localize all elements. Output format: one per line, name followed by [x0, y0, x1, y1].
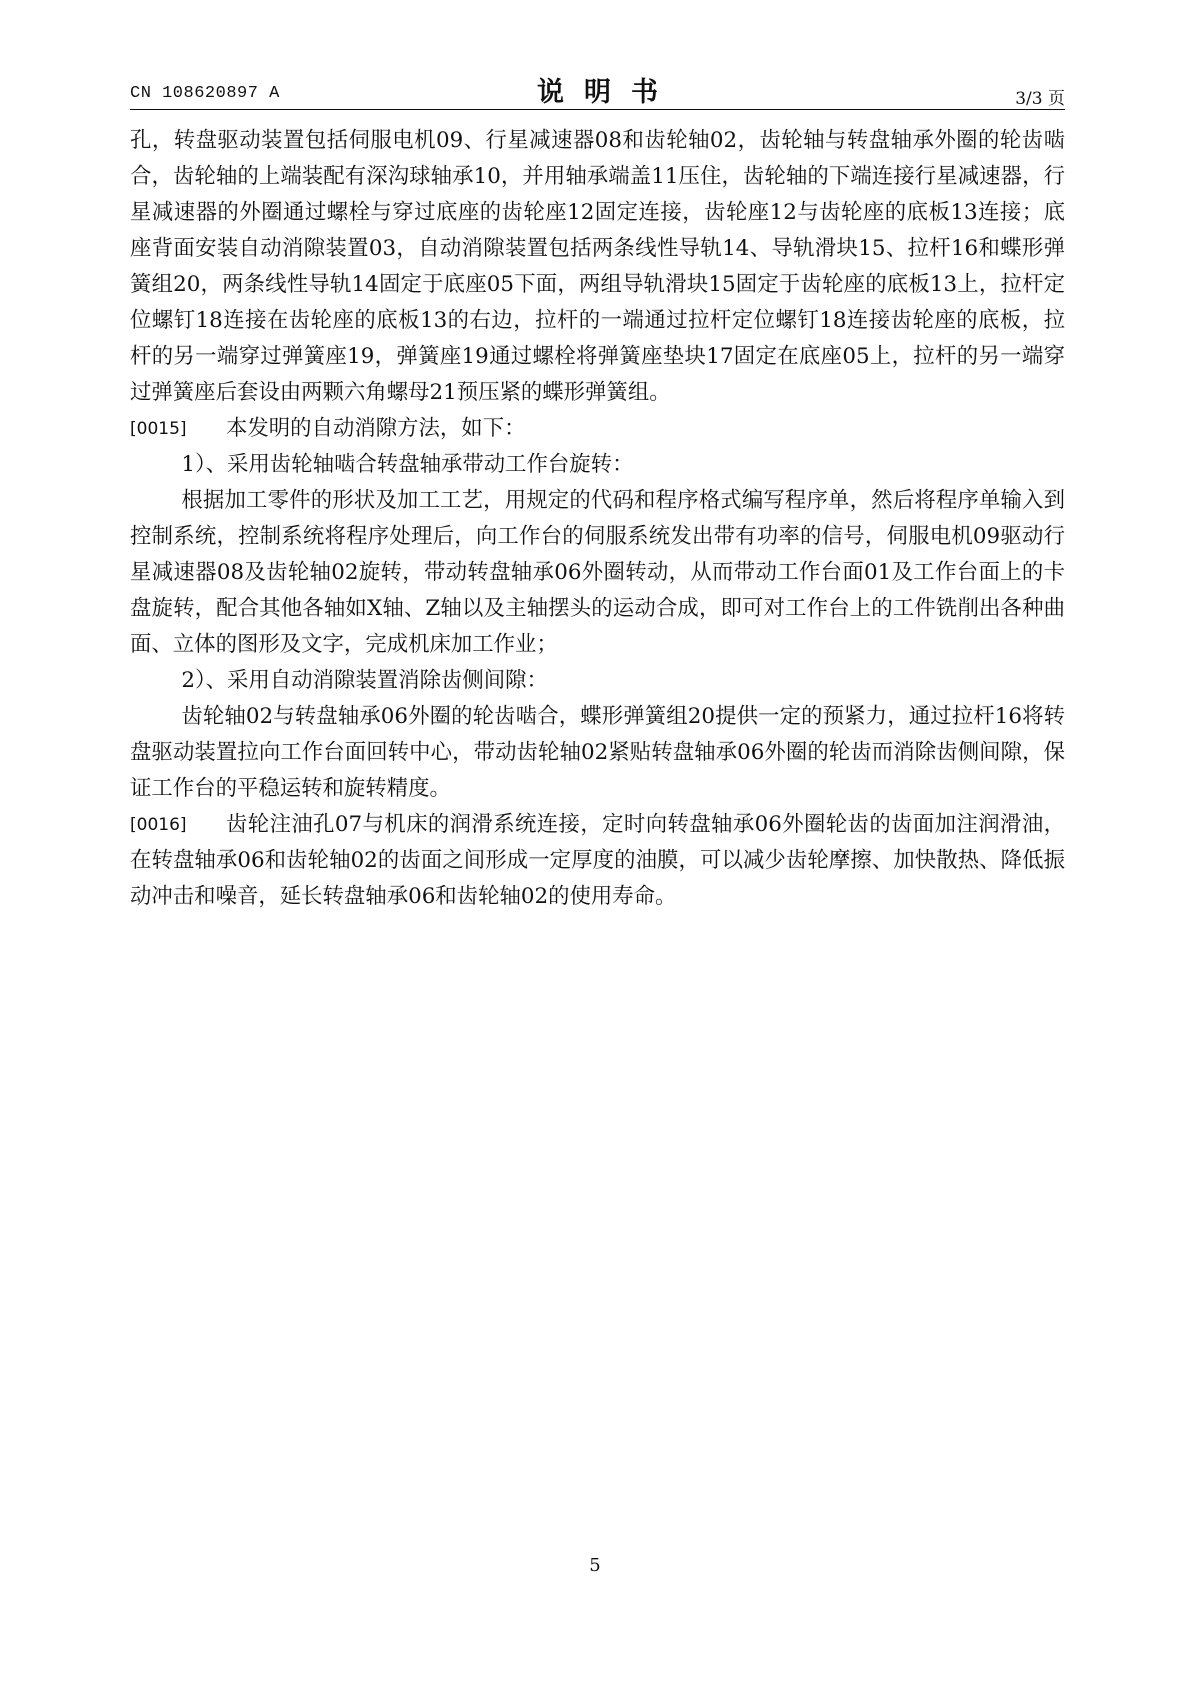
page-count: 3/3 页: [1015, 89, 1065, 109]
paragraph-text: 本发明的自动消隙方法，如下：: [226, 416, 526, 441]
publication-number: CN 108620897 A: [130, 84, 280, 103]
method-step-1-body: [130, 483, 1065, 663]
method-step-2-body: [130, 699, 1065, 807]
paragraph-text: 孔，转盘驱动装置包括伺服电机09、行星减速器08和齿轮轴02，齿轮轴与转盘轴承外圈的轮齿啮合，齿轮轴的上端装配有深沟球轴承10，并用轴承端盖11压住，齿轮轴的下端连接行星减速器，行星减速器的外圈通过螺栓与穿过底座的齿轮座12固定连接，齿轮座12与齿轮座的底板13连接；底座背面安装自动消隙装置03，自动消隙装置包括两条线性导轨14、导轨滑块15、拉杆16和蝶形弹簧组20，两条线性导轨14固定于底座05下面，两组导轨滑块15固定于齿轮座的底板13上，拉杆定位螺钉18连接在齿轮座的底板13的右边，拉杆的一端通过拉杆定位螺钉18连接齿轮座的底板，拉杆的另一端穿过弹簧座19，弹簧座19通过螺栓将弹簧座垫块17固定在底座05上，拉杆的另一端穿过弹簧座后套设由两颗六角螺母21预压紧的蝶形弹簧组。: [130, 128, 1065, 405]
page-number: 5: [589, 1555, 601, 1576]
page-header: [130, 70, 1065, 110]
paragraph-text: 齿轮注油孔07与机床的润滑系统连接，定时向转盘轴承06外圈轮齿的齿面加注润滑油，在转盘轴承06和齿轮轴02的齿面之间形成一定厚度的油膜，可以减少齿轮摩擦、加快散热、降低振动冲击和噪音，延长转盘轴承06和齿轮轴02的使用寿命。: [130, 812, 1065, 909]
description-body: [130, 123, 1065, 915]
method-step-1-heading: [130, 447, 1065, 483]
paragraph-0015: [130, 411, 1065, 447]
paragraph-text: 1）、采用齿轮轴啮合转盘轴承带动工作台旋转：: [181, 452, 634, 477]
paragraph-number: [0016]: [130, 815, 187, 835]
paragraph-text: 根据加工零件的形状及加工工艺，用规定的代码和程序格式编写程序单，然后将程序单输入到控制系统，控制系统将程序处理后，向工作台的伺服系统发出带有功率的信号，伺服电机09驱动行星减速器08及齿轮轴02旋转，带动转盘轴承06外圈转动，从而带动工作台面01及工作台面上的卡盘旋转，配合其他各轴如X轴、Z轴以及主轴摆头的运动合成，即可对工作台上的工件铣削出各种曲面、立体的图形及文字，完成机床加工作业；: [130, 488, 1065, 657]
paragraph-continued: [130, 123, 1065, 411]
paragraph-number: [0015]: [130, 419, 187, 439]
document-title: 说明书: [537, 77, 678, 108]
method-step-2-heading: [130, 663, 1065, 699]
paragraph-text: 齿轮轴02与转盘轴承06外圈的轮齿啮合，蝶形弹簧组20提供一定的预紧力，通过拉杆16将转盘驱动装置拉向工作台面回转中心，带动齿轮轴02紧贴转盘轴承06外圈的轮齿而消除齿侧间隙，保证工作台的平稳运转和旋转精度。: [130, 704, 1065, 801]
header-rule: [130, 109, 1065, 110]
paragraph-0016: [130, 807, 1065, 915]
paragraph-text: 2）、采用自动消隙装置消除齿侧间隙：: [181, 668, 548, 693]
